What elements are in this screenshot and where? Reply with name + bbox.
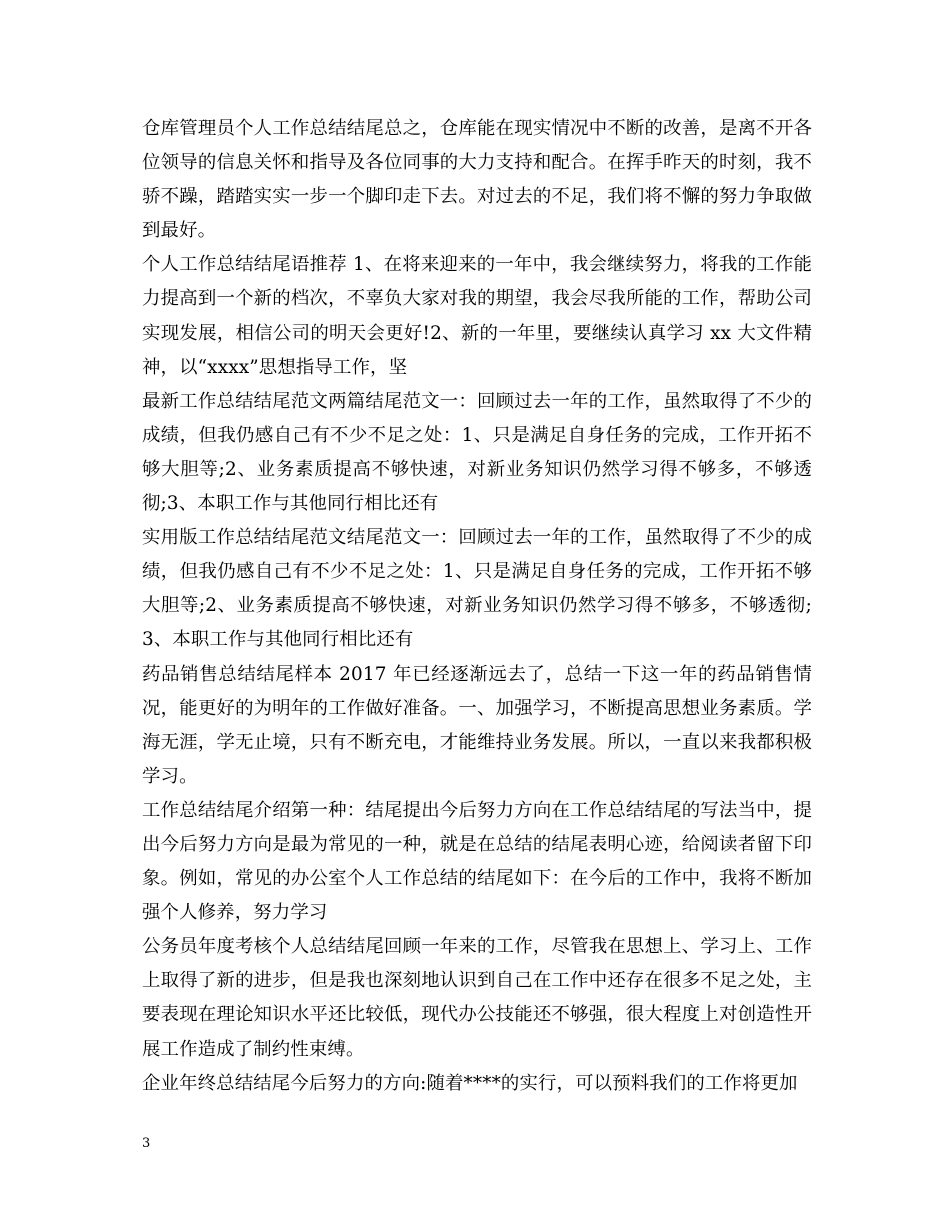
paragraph-ending-intro: 工作总结结尾介绍第一种：结尾提出今后努力方向在工作总结结尾的写法当中，提出今后努力方向是最为常见的一种，就是在总结的结尾表明心迹，给阅读者留下印象。例如，常见的办公室个人工作总结的结尾如下：在今后的工作中，我将不断加强个人修养，努力学习	[142, 799, 812, 924]
paragraph-practical-ending: 实用版工作总结结尾范文结尾范文一：回顾过去一年的工作，虽然取得了不少的成绩，但我仍感自己有不少不足之处：1、只是满足自身任务的完成，工作开拓不够大胆等;2、业务素质提高不够快速，对新业务知识仍然学习得不够多，不够透彻;3、本职工作与其他同行相比还有	[142, 527, 812, 651]
paragraph-civil-servant: 公务员年度考核个人总结结尾回顾一年来的工作，尽管我在思想上、学习上、工作上取得了新的进步，但是我也深刻地认识到自己在工作中还存在很多不足之处，主要表现在理论知识水平还比较低，现代办公技能还不够强，很大程度上对创造性开展工作造成了制约性束缚。	[142, 936, 812, 1060]
page-number: 3	[142, 1136, 151, 1151]
paragraph-latest-ending: 最新工作总结结尾范文两篇结尾范文一：回顾过去一年的工作，虽然取得了不少的成绩，但我仍感自己有不少不足之处：1、只是满足自身任务的完成，工作开拓不够大胆等;2、业务素质提高不够快速，对新业务知识仍然学习得不够多，不够透彻;3、本职工作与其他同行相比还有	[142, 390, 812, 515]
paragraph-pharma-sales: 药品销售总结结尾样本 2017 年已经逐渐远去了，总结一下这一年的药品销售情况，能更好的为明年的工作做好准备。一、加强学习，不断提高思想业务素质。学海无涯，学无止境，只有不断充电，才能维持业务发展。所以，一直以来我都积极学习。	[142, 663, 812, 787]
paragraph-enterprise-year-end: 企业年终总结结尾今后努力的方向:随着****的实行，可以预料我们的工作将更加	[142, 1072, 798, 1094]
paragraph-warehouse-summary: 仓库管理员个人工作总结结尾总之，仓库能在现实情况中不断的改善，是离不开各位领导的信息关怀和指导及各位同事的大力支持和配合。在挥手昨天的时刻，我不骄不躁，踏踏实实一步一个脚印走下去。对过去的不足，我们将不懈的努力争取做到最好。	[142, 118, 812, 242]
document-body	[142, 112, 812, 1101]
paragraph-personal-ending: 个人工作总结结尾语推荐 1、在将来迎来的一年中，我会继续努力，将我的工作能力提高到一个新的档次，不辜负大家对我的期望，我会尽我所能的工作，帮助公司实现发展，相信公司的明天会更好!2、新的一年里，要继续认真学习 xx 大文件精神，以“xxxx”思想指导工作，坚	[142, 254, 812, 378]
